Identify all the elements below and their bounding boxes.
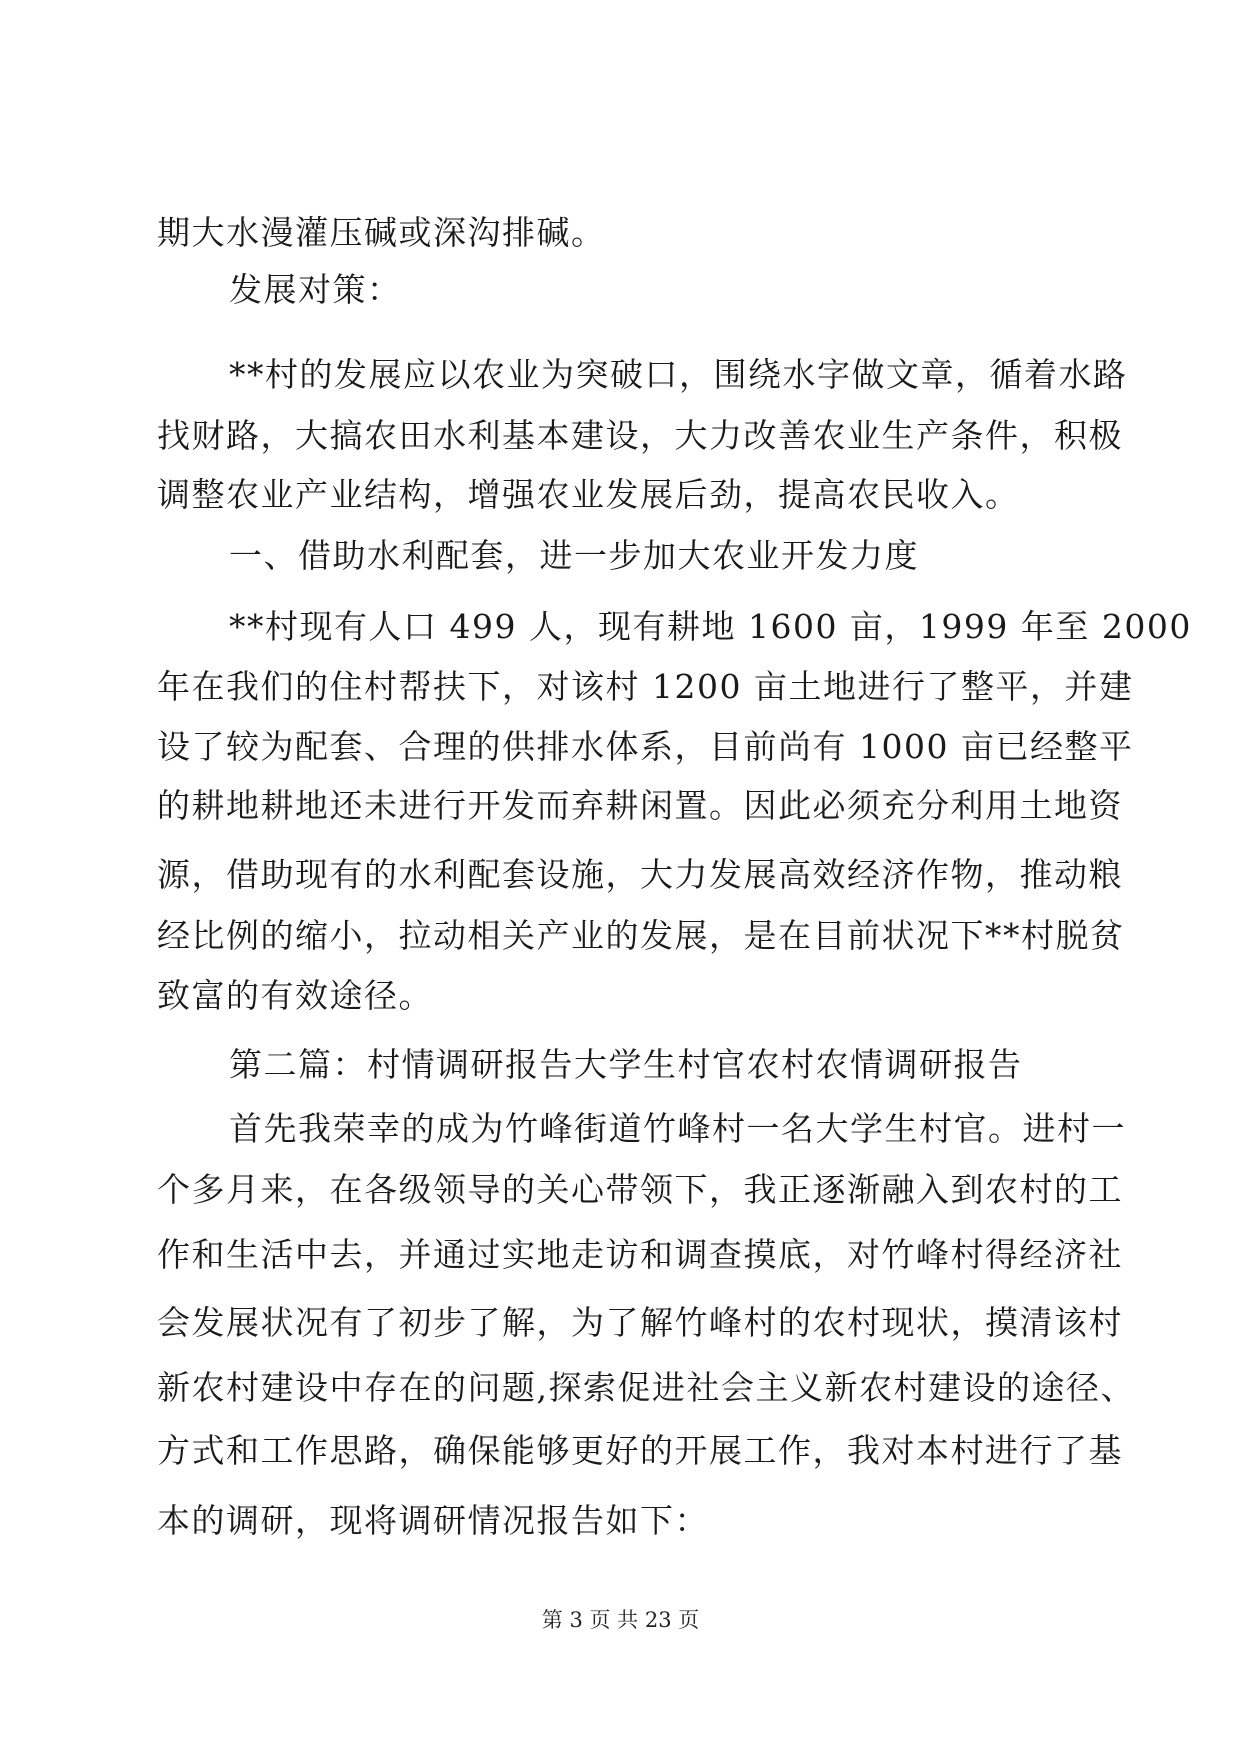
page-number-footer: 第 3 页 共 23 页: [541, 1608, 700, 1632]
paragraph-line: 源，借助现有的水利配套设施，大力发展高效经济作物，推动粮: [157, 855, 1123, 894]
paragraph-line: 设了较为配套、合理的供排水体系，目前尚有 1000 亩已经整平: [157, 727, 1134, 766]
paragraph-line: 期大水漫灌压碱或深沟排碱。: [157, 213, 606, 252]
paragraph-line: 经比例的缩小，拉动相关产业的发展，是在目前状况下**村脱贫: [157, 916, 1125, 955]
paragraph-line: 的耕地耕地还未进行开发而弃耕闲置。因此必须充分利用土地资: [157, 786, 1123, 825]
section-heading: 发展对策：: [229, 270, 402, 309]
paragraph-line: 年在我们的住村帮扶下，对该村 1200 亩土地进行了整平，并建: [157, 667, 1134, 706]
paragraph-line: 方式和工作思路，确保能够更好的开展工作，我对本村进行了基: [157, 1431, 1123, 1470]
paragraph-line: **村的发展应以农业为突破口，围绕水字做文章，循着水路: [229, 355, 1128, 394]
chapter-title: 第二篇：村情调研报告大学生村官农村农情调研报告: [229, 1045, 1023, 1084]
paragraph-line: 本的调研，现将调研情况报告如下：: [157, 1501, 709, 1540]
paragraph-line: 调整农业产业结构，增强农业发展后劲，提高农民收入。: [157, 475, 1020, 514]
paragraph-line: 新农村建设中存在的问题,探索促进社会主义新农村建设的途径、: [157, 1368, 1135, 1407]
paragraph-line: 会发展状况有了初步了解，为了解竹峰村的农村现状，摸清该村: [157, 1303, 1123, 1342]
paragraph-line: 首先我荣幸的成为竹峰街道竹峰村一名大学生村官。进村一: [229, 1109, 1126, 1148]
paragraph-line: 个多月来，在各级领导的关心带领下，我正逐渐融入到农村的工: [157, 1170, 1123, 1209]
paragraph-line: 找财路，大搞农田水利基本建设，大力改善农业生产条件，积极: [157, 416, 1123, 455]
paragraph-line: 致富的有效途径。: [157, 976, 433, 1015]
paragraph-line: **村现有人口 499 人，现有耕地 1600 亩，1999 年至 2000: [229, 607, 1192, 646]
paragraph-line: 作和生活中去，并通过实地走访和调查摸底，对竹峰村得经济社: [157, 1235, 1123, 1274]
section-heading: 一、借助水利配套，进一步加大农业开发力度: [229, 536, 919, 575]
